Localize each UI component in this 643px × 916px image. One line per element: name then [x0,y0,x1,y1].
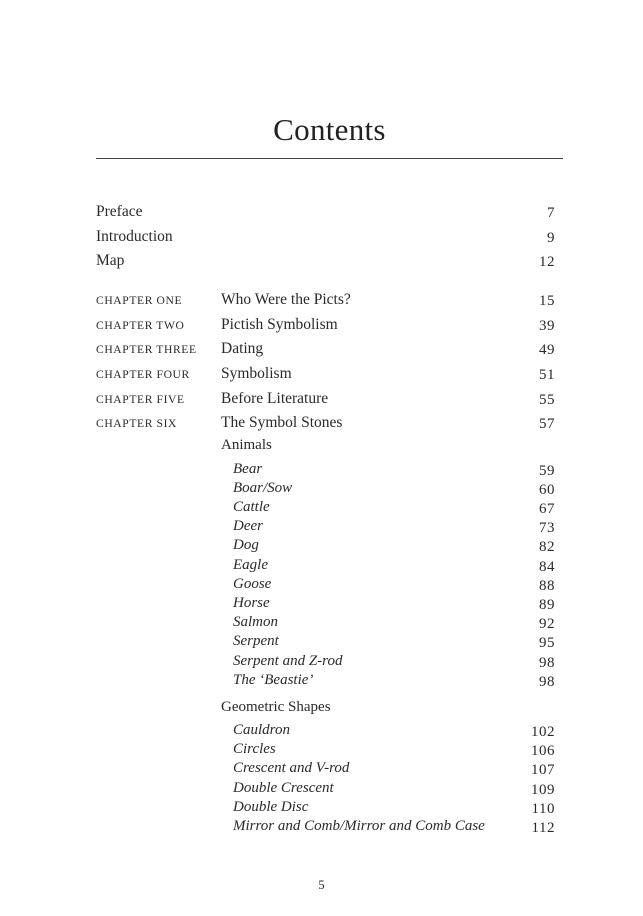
front-item-page: 12 [539,254,555,270]
section-heading: Geometric Shapes [221,699,331,715]
chapter-page: 51 [539,367,555,383]
toc-item-label: Bear [233,461,263,477]
chapter-title: The Symbol Stones [221,414,343,431]
chapter-title: Before Literature [221,390,329,407]
front-item-page: 9 [547,230,555,246]
chapter-title: Dating [221,340,264,357]
toc-item-page: 98 [539,655,555,671]
chapter-title: Who Were the Picts? [221,291,351,308]
toc-item-page: 82 [539,539,555,555]
toc-item-label: Horse [233,595,270,611]
chapter-page: 57 [539,416,555,432]
toc-item-label: Double Disc [233,799,309,815]
toc-item-label: Mirror and Comb/Mirror and Comb Case [233,818,485,834]
chapter-label: CHAPTER TWO [96,319,185,332]
toc-item-label: Eagle [233,557,268,573]
toc-item-label: Cattle [233,499,270,515]
front-item-page: 7 [547,205,555,221]
toc-item-label: The ‘Beastie’ [233,672,314,688]
chapter-label: CHAPTER SIX [96,417,178,430]
chapter-page: 15 [539,293,555,309]
toc-item-page: 88 [539,578,555,594]
chapter-label: CHAPTER FIVE [96,393,185,406]
toc-item-label: Crescent and V-rod [233,760,350,776]
toc-item-label: Circles [233,741,276,757]
title-rule [96,158,563,159]
toc-item-page: 102 [531,724,555,740]
toc-item-page: 84 [539,559,555,575]
page-number: 5 [318,878,325,892]
chapter-title: Pictish Symbolism [221,316,338,333]
page-title: Contents [273,112,386,147]
chapter-title: Symbolism [221,365,292,382]
toc-item-label: Cauldron [233,722,290,738]
toc-item-page: 112 [531,820,555,836]
section-heading: Animals [221,437,272,453]
front-item-label: Introduction [96,228,173,245]
toc-item-label: Salmon [233,614,278,630]
toc-item-page: 59 [539,463,555,479]
front-item-label: Map [96,252,125,269]
toc-item-label: Deer [233,518,263,534]
toc-item-page: 73 [539,520,555,536]
toc-item-label: Dog [233,537,259,553]
chapter-label: CHAPTER FOUR [96,368,190,381]
toc-item-page: 89 [539,597,555,613]
toc-item-page: 67 [539,501,555,517]
chapter-label: CHAPTER ONE [96,294,183,307]
toc-item-label: Goose [233,576,272,592]
toc-item-page: 110 [531,801,555,817]
toc-item-page: 107 [531,762,555,778]
toc-item-label: Serpent [233,633,279,649]
toc-item-label: Double Crescent [233,780,334,796]
toc-item-page: 92 [539,616,555,632]
toc-item-page: 60 [539,482,555,498]
chapter-page: 39 [539,318,555,334]
toc-item-page: 98 [539,674,555,690]
toc-item-label: Boar/Sow [233,480,293,496]
toc-item-page: 109 [531,782,555,798]
chapter-page: 55 [539,392,555,408]
chapter-page: 49 [539,342,555,358]
front-item-label: Preface [96,203,143,220]
toc-item-page: 95 [539,635,555,651]
toc-item-label: Serpent and Z-rod [233,653,343,669]
chapter-label: CHAPTER THREE [96,343,197,356]
toc-item-page: 106 [531,743,555,759]
